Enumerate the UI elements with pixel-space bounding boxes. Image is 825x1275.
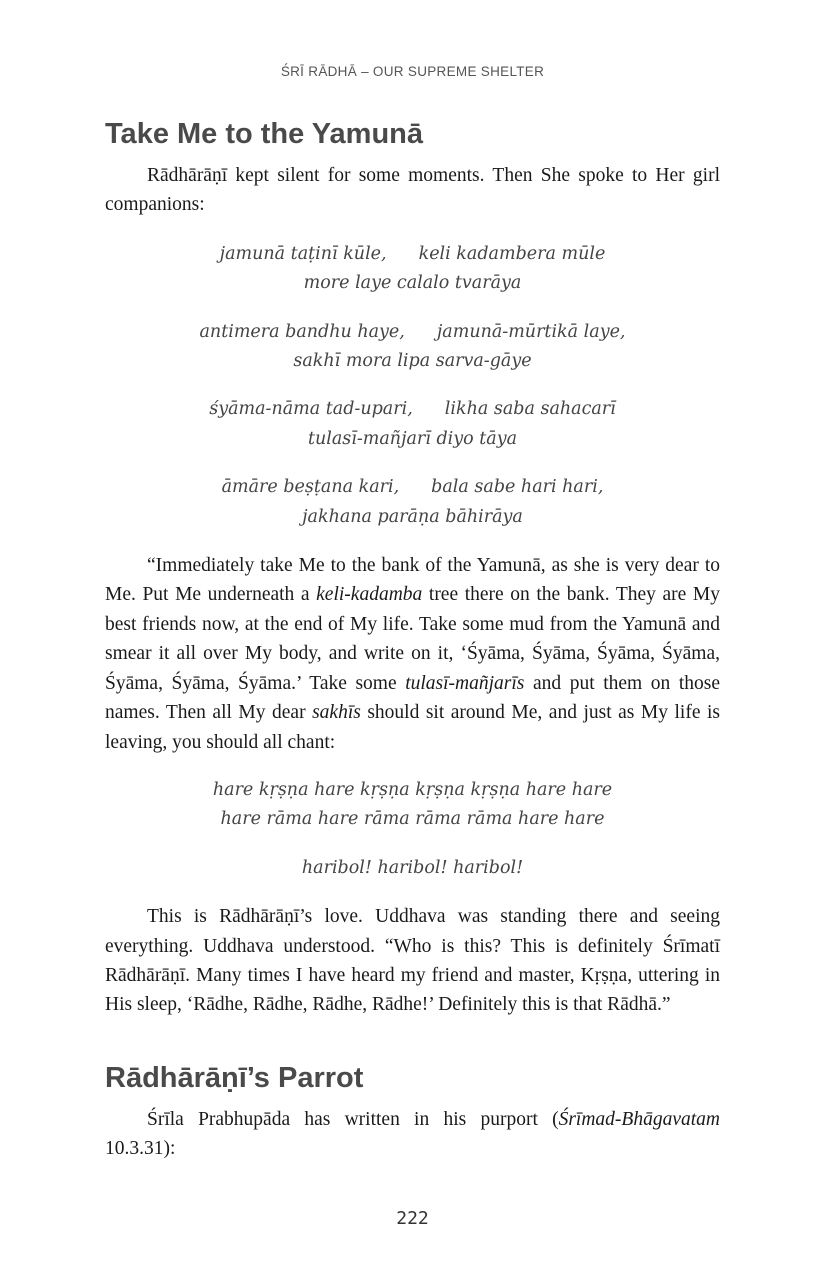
verse-stanza [105, 395, 720, 454]
mantra-line: hare rāma hare rāma rāma rāma hare hare [220, 809, 605, 830]
verse-line: more laye calalo tvarāya [303, 273, 522, 294]
body-paragraph: “Immediately take Me to the bank of the Yamunā, as she is very dear to Me. Put Me underneath a keli-kadamba tree there on the bank. They are My best friends now, at the end of My life. Take some mud from the Yamunā and smear it all over My body, and write on it, ‘Śyāma, Śyāma, Śyāma, Śyāma, Śyāma, Śyāma, Śyāma.’ Take some tulasī-mañjarīs and put them on those names. Then all My dear sakhīs should sit around Me, and just as My life is leaving, you should all chant: [105, 555, 720, 753]
section-heading-radharani-parrot: Rādhārāṇī’s Parrot [105, 1061, 364, 1094]
mantra-stanza [105, 776, 720, 835]
mantra-line: hare kṛṣṇa hare kṛṣṇa kṛṣṇa kṛṣṇa hare hare [212, 779, 613, 800]
page-body [105, 112, 720, 1164]
verse-line: sakhī mora lipa sarva-gāye [293, 351, 532, 372]
body-paragraph: This is Rādhārāṇī’s love. Uddhava was standing there and seeing everything. Uddhava understood. “Who is this? This is definitely Śrīmatī Rādhārāṇī. Many times I have heard my friend and master, Kṛṣṇa, uttering in His sleep, ‘Rādhe, Rādhe, Rādhe, Rādhe!’ Definitely this is that Rādhā.” [105, 906, 720, 1016]
verse-stanza [105, 240, 720, 299]
running-header: ŚRĪ RĀDHĀ – OUR SUPREME SHELTER [280, 64, 545, 79]
section-heading-take-me-to-yamuna: Take Me to the Yamunā [105, 118, 424, 150]
verse-line: jakhana parāṇa bāhirāya [302, 506, 523, 527]
intro-paragraph: Rādhārāṇī kept silent for some moments. Then She spoke to Her girl companions: [105, 165, 720, 216]
page-number: 222 [396, 1208, 429, 1229]
verse-line: antimera bandhu haye, jamunā-mūrtikā laye, [199, 321, 626, 342]
haribol-line: haribol! haribol! haribol! [301, 857, 524, 878]
verse-line: śyāma-nāma tad-upari, likha saba sahacarī [209, 399, 616, 420]
verse-stanza [105, 473, 720, 532]
haribol-stanza [105, 854, 720, 883]
verse-line: tulasī-mañjarī diyo tāya [307, 428, 518, 449]
verse-line: jamunā taṭinī kūle, keli kadambera mūle [219, 243, 606, 264]
verse-stanza [105, 318, 720, 377]
verse-line: āmāre beṣṭana kari, bala sabe hari hari, [221, 477, 604, 498]
purport-paragraph: Śrīla Prabhupāda has written in his purport (Śrīmad-Bhāgavatam 10.3.31): [105, 1108, 720, 1160]
